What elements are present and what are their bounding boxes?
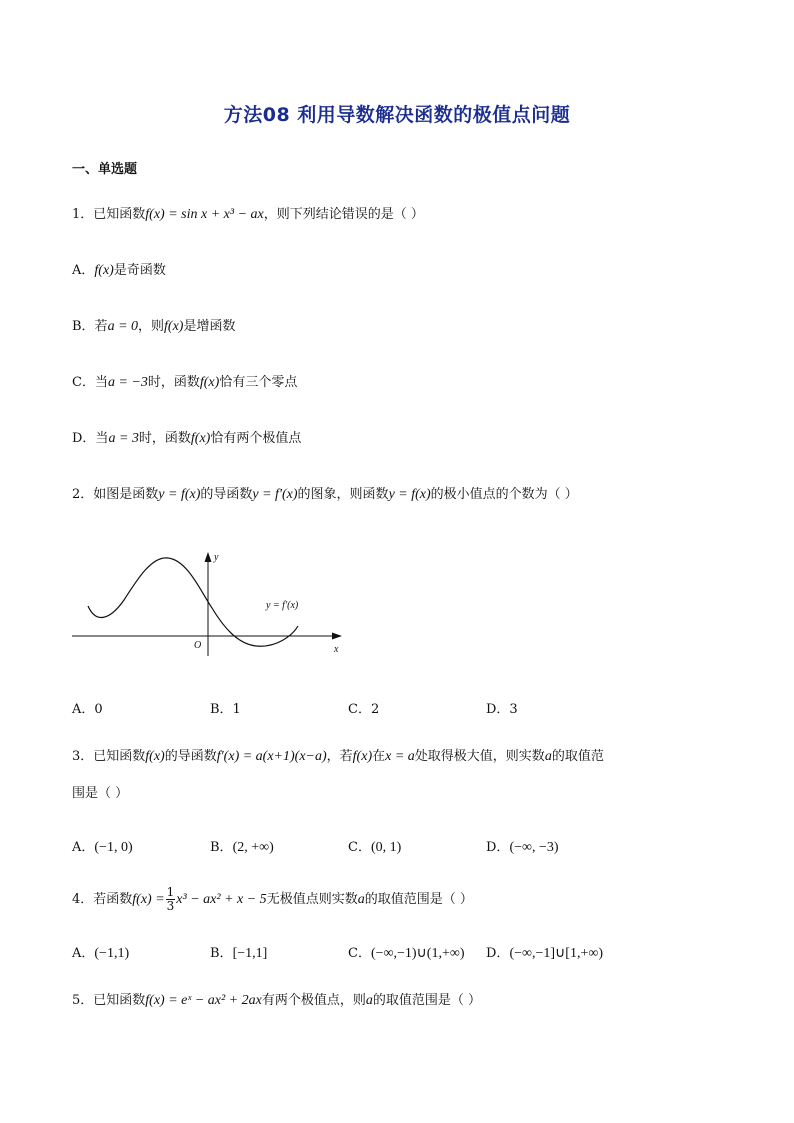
option-math-2: f(x): [199, 375, 220, 390]
curve-label: y = f′(x): [266, 600, 299, 611]
option-text-2: 恰有三个零点: [219, 375, 298, 390]
q1-option-b[interactable]: [72, 318, 235, 336]
q3-option-b[interactable]: [210, 836, 274, 856]
fraction-numerator: 1: [166, 885, 175, 899]
option-text: 时，函数: [147, 375, 200, 390]
q3-math-5: a: [544, 749, 552, 764]
q4-option-c[interactable]: [348, 942, 465, 962]
q3-text-3: 在: [372, 749, 386, 764]
option-math: (−∞, −3): [509, 840, 559, 855]
question-5-stem: [72, 992, 481, 1010]
y-axis-arrow: [205, 552, 212, 562]
derivative-graph: [66, 548, 356, 660]
option-label: B．: [210, 840, 233, 855]
q1-option-d[interactable]: [72, 430, 301, 448]
option-math: a = −3: [107, 375, 148, 390]
q1-stem-post: ，则下列结论错误的是（ ）: [263, 207, 424, 222]
q1-option-c[interactable]: [72, 374, 297, 392]
section-heading: 一、单选题: [72, 162, 138, 177]
q4-fraction: [166, 886, 176, 913]
option-label: D．: [486, 946, 510, 961]
q2-math-3: y = f(x): [388, 487, 431, 502]
option-text: ，则: [138, 319, 165, 334]
q3-option-a[interactable]: [72, 836, 133, 856]
q4-option-b[interactable]: [210, 942, 267, 962]
q3-math-1: f(x): [145, 749, 165, 764]
q2-text-3: 的极小值点的个数为（ ）: [430, 487, 578, 502]
option-math: a = 0: [107, 319, 139, 334]
q3-text-2: ，若: [326, 749, 353, 764]
question-3-stem: [72, 748, 604, 766]
q2-math-2: y = f′(x): [252, 487, 298, 502]
option-label: B．: [210, 946, 233, 961]
q2-text-2: 的图象，则函数: [297, 487, 389, 502]
option-label: D．当: [72, 431, 109, 446]
option-math: [−1,1]: [232, 946, 268, 961]
q2-stem-pre: 2．如图是函数: [72, 487, 159, 502]
option-math: a = 3: [108, 431, 139, 446]
q5-text-1: 有两个极值点，则: [261, 993, 366, 1008]
q4-option-d[interactable]: [486, 942, 603, 962]
option-label: C．: [348, 946, 371, 961]
option-math-2: f(x): [164, 319, 184, 334]
x-axis-label: x: [334, 644, 339, 655]
q1-option-a[interactable]: [72, 262, 166, 280]
q4-math-2: a: [357, 892, 365, 907]
q3-math-4: x = a: [385, 749, 415, 764]
option-math: (−1, 0): [94, 840, 133, 855]
q5-math-2: a: [365, 993, 373, 1008]
q1-formula: f(x) = sin x + x³ − ax: [145, 207, 264, 222]
option-label: A．: [72, 263, 95, 278]
q3-math-2: f′(x) = a(x+1)(x−a): [216, 749, 327, 764]
option-label: A．: [72, 840, 95, 855]
question-4-stem: [72, 886, 473, 914]
option-label: B．若: [72, 319, 108, 334]
option-math: (−1,1): [94, 946, 130, 961]
q4-text-1: 无极值点则实数: [266, 892, 358, 907]
option-math: (2, +∞): [232, 840, 274, 855]
option-label: C．当: [72, 375, 108, 390]
q4-math-1a: f(x) =: [132, 892, 165, 907]
q3-option-c[interactable]: [348, 836, 401, 856]
fraction-denominator: 3: [166, 899, 175, 913]
question-1-stem: [72, 206, 424, 224]
option-math: (−∞,−1]∪[1,+∞): [509, 946, 603, 961]
q1-stem-pre: 1．已知函数: [72, 207, 146, 222]
page-title: 方法08 利用导数解决函数的极值点问题: [223, 104, 571, 126]
q2-option-a[interactable]: A．0: [72, 702, 103, 717]
y-axis-label: y: [214, 552, 219, 563]
q5-text-2: 的取值范围是（ ）: [372, 993, 481, 1008]
origin-label: O: [194, 640, 202, 651]
q2-option-c[interactable]: C．2: [348, 702, 380, 717]
q3-text-5: 的取值范: [551, 749, 604, 764]
option-text-2: 恰有两个极值点: [210, 431, 302, 446]
option-math: (0, 1): [370, 840, 402, 855]
q4-math-1b: x³ − ax² + x − 5: [176, 892, 267, 907]
option-text: 时，函数: [138, 431, 191, 446]
q2-math-1: y = f(x): [158, 487, 201, 502]
x-axis-arrow: [332, 633, 342, 640]
option-label: D．: [486, 840, 510, 855]
q5-math-1: f(x) = eˣ − ax² + 2ax: [145, 993, 262, 1008]
q3-text-4: 处取得极大值，则实数: [414, 749, 545, 764]
q2-option-b[interactable]: B．1: [210, 702, 241, 717]
option-math: (−∞,−1)∪(1,+∞): [370, 946, 465, 961]
q5-stem-pre: 5．已知函数: [72, 993, 146, 1008]
question-2-stem: [72, 486, 578, 504]
q4-stem-pre: 4．若函数: [72, 892, 133, 907]
option-math-2: f(x): [190, 431, 211, 446]
q4-option-a[interactable]: [72, 942, 129, 962]
option-text: 是奇函数: [113, 263, 166, 278]
option-label: C．: [348, 840, 371, 855]
question-3-stem-line2: 围是（ ）: [72, 786, 129, 801]
option-math: f(x): [94, 263, 114, 278]
option-text-2: 是增函数: [183, 319, 236, 334]
q3-option-d[interactable]: [486, 836, 559, 856]
q3-stem-pre: 3．已知函数: [72, 749, 146, 764]
q4-text-2: 的取值范围是（ ）: [364, 892, 473, 907]
q2-option-d[interactable]: D．3: [486, 702, 518, 717]
option-label: A．: [72, 946, 95, 961]
q3-math-3: f(x): [352, 749, 373, 764]
q3-text-1: 的导函数: [164, 749, 217, 764]
q2-text-1: 的导函数: [200, 487, 253, 502]
